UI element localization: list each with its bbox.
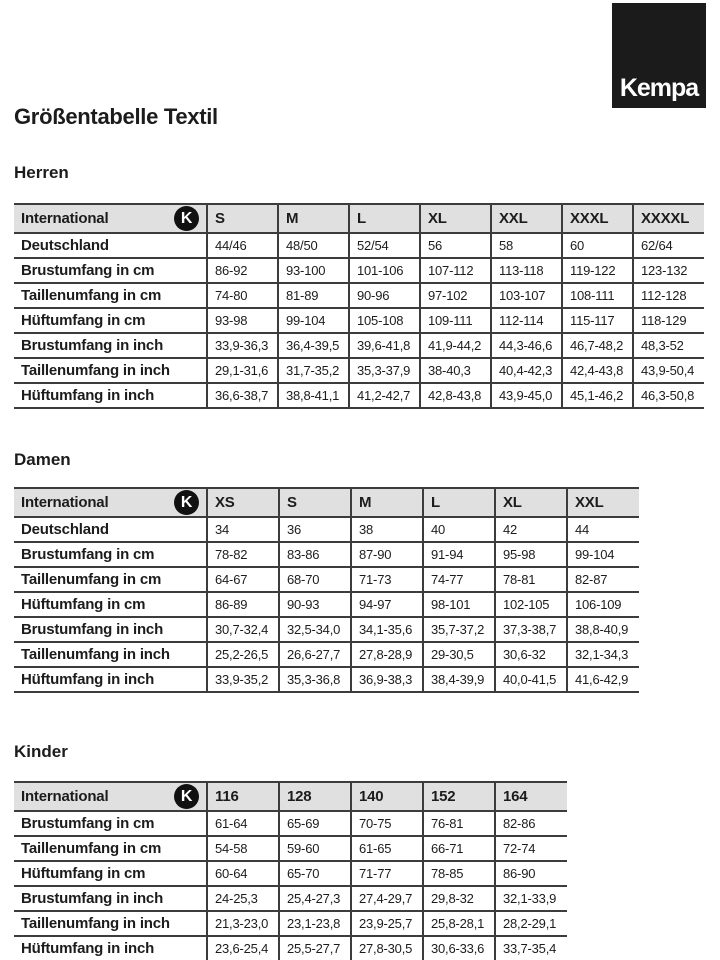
size-value: 59-60 xyxy=(279,836,351,861)
table-row xyxy=(14,517,639,542)
size-value: 90-96 xyxy=(349,283,420,308)
size-value: 23,9-25,7 xyxy=(351,911,423,936)
table-row xyxy=(14,667,639,692)
table-header-row xyxy=(14,204,704,233)
size-value: 119-122 xyxy=(562,258,633,283)
table-row xyxy=(14,642,639,667)
size-value: 60 xyxy=(562,233,633,258)
size-value: 29,1-31,6 xyxy=(207,358,278,383)
size-value: 64-67 xyxy=(207,567,279,592)
size-value: 44,3-46,6 xyxy=(491,333,562,358)
table-row xyxy=(14,233,704,258)
row-label: Hüftumfang in inch xyxy=(21,671,155,688)
size-value: 99-104 xyxy=(278,308,349,333)
size-column-header: 152 xyxy=(423,782,495,811)
size-value: 118-129 xyxy=(633,308,704,333)
table-row xyxy=(14,811,567,836)
size-value: 109-111 xyxy=(420,308,491,333)
row-label: Hüftumfang in cm xyxy=(21,312,146,329)
size-value: 36,6-38,7 xyxy=(207,383,278,408)
damen-size-table xyxy=(14,487,639,693)
size-value: 86-92 xyxy=(207,258,278,283)
section-title-herren: Herren xyxy=(14,163,69,182)
size-value: 65-70 xyxy=(279,861,351,886)
size-value: 23,6-25,4 xyxy=(207,936,279,960)
size-value: 42 xyxy=(495,517,567,542)
size-value: 25,5-27,7 xyxy=(279,936,351,960)
size-value: 71-77 xyxy=(351,861,423,886)
size-value: 113-118 xyxy=(491,258,562,283)
size-column-header: XL xyxy=(420,204,491,233)
size-value: 97-102 xyxy=(420,283,491,308)
size-value: 54-58 xyxy=(207,836,279,861)
size-value: 32,1-34,3 xyxy=(567,642,639,667)
row-label: Brustumfang in cm xyxy=(21,262,155,279)
size-value: 41,2-42,7 xyxy=(349,383,420,408)
size-value: 32,5-34,0 xyxy=(279,617,351,642)
size-value: 38 xyxy=(351,517,423,542)
kempa-logo-text: Kempa xyxy=(619,74,699,102)
table-row xyxy=(14,911,567,936)
size-value: 78-85 xyxy=(423,861,495,886)
row-label: Brustumfang in inch xyxy=(21,621,164,638)
section-title-damen: Damen xyxy=(14,450,71,469)
size-value: 61-65 xyxy=(351,836,423,861)
size-value: 39,6-41,8 xyxy=(349,333,420,358)
size-column-header: 116 xyxy=(207,782,279,811)
kinder-size-table xyxy=(14,781,567,960)
header-label-cell xyxy=(14,204,207,233)
size-value: 38,8-41,1 xyxy=(278,383,349,408)
size-value: 40 xyxy=(423,517,495,542)
size-value: 32,1-33,9 xyxy=(495,886,567,911)
table-row xyxy=(14,542,639,567)
size-value: 74-77 xyxy=(423,567,495,592)
header-label-wrap xyxy=(21,490,204,515)
size-value: 65-69 xyxy=(279,811,351,836)
row-label: Hüftumfang in cm xyxy=(21,596,146,613)
size-column-header: XXL xyxy=(491,204,562,233)
kempa-logo xyxy=(612,3,706,108)
size-column-header: S xyxy=(279,488,351,517)
size-value: 27,8-28,9 xyxy=(351,642,423,667)
size-column-header: XXL xyxy=(567,488,639,517)
header-label-cell xyxy=(14,782,207,811)
size-value: 107-112 xyxy=(420,258,491,283)
herren-size-table xyxy=(14,203,704,409)
row-label: Brustumfang in cm xyxy=(21,815,155,832)
size-value: 98-101 xyxy=(423,592,495,617)
size-value: 27,8-30,5 xyxy=(351,936,423,960)
size-value: 86-90 xyxy=(495,861,567,886)
size-column-header: XS xyxy=(207,488,279,517)
row-label: Deutschland xyxy=(21,237,109,254)
size-value: 108-111 xyxy=(562,283,633,308)
size-value: 38,8-40,9 xyxy=(567,617,639,642)
size-value: 58 xyxy=(491,233,562,258)
kempa-k-icon: K xyxy=(174,490,199,515)
size-value: 106-109 xyxy=(567,592,639,617)
size-value: 44 xyxy=(567,517,639,542)
kempa-k-icon: K xyxy=(174,784,199,809)
section-herren xyxy=(14,163,706,409)
size-value: 68-70 xyxy=(279,567,351,592)
size-value: 91-94 xyxy=(423,542,495,567)
size-value: 101-106 xyxy=(349,258,420,283)
table-row xyxy=(14,258,704,283)
table-row xyxy=(14,283,704,308)
size-value: 105-108 xyxy=(349,308,420,333)
size-value: 82-87 xyxy=(567,567,639,592)
table-row xyxy=(14,861,567,886)
size-value: 83-86 xyxy=(279,542,351,567)
size-value: 78-82 xyxy=(207,542,279,567)
size-value: 36,4-39,5 xyxy=(278,333,349,358)
table-row xyxy=(14,383,704,408)
size-value: 93-98 xyxy=(207,308,278,333)
row-label: Taillenumfang in inch xyxy=(21,646,170,663)
size-value: 23,1-23,8 xyxy=(279,911,351,936)
size-value: 33,9-35,2 xyxy=(207,667,279,692)
size-value: 72-74 xyxy=(495,836,567,861)
size-value: 81-89 xyxy=(278,283,349,308)
size-value: 60-64 xyxy=(207,861,279,886)
size-value: 33,9-36,3 xyxy=(207,333,278,358)
size-value: 30,6-33,6 xyxy=(423,936,495,960)
row-label: Taillenumfang in cm xyxy=(21,840,162,857)
row-label: Taillenumfang in cm xyxy=(21,571,162,588)
table-row xyxy=(14,592,639,617)
size-value: 43,9-45,0 xyxy=(491,383,562,408)
size-value: 46,3-50,8 xyxy=(633,383,704,408)
size-value: 34,1-35,6 xyxy=(351,617,423,642)
size-value: 52/54 xyxy=(349,233,420,258)
row-label: Taillenumfang in inch xyxy=(21,362,170,379)
size-value: 24-25,3 xyxy=(207,886,279,911)
table-row xyxy=(14,936,567,960)
size-value: 38,4-39,9 xyxy=(423,667,495,692)
size-value: 70-75 xyxy=(351,811,423,836)
international-label: International xyxy=(21,494,109,511)
table-header-row xyxy=(14,782,567,811)
table-row xyxy=(14,358,704,383)
size-column-header: S xyxy=(207,204,278,233)
size-value: 112-114 xyxy=(491,308,562,333)
size-value: 123-132 xyxy=(633,258,704,283)
row-label: Brustumfang in inch xyxy=(21,337,164,354)
international-label: International xyxy=(21,210,109,227)
table-row xyxy=(14,886,567,911)
size-value: 30,6-32 xyxy=(495,642,567,667)
size-value: 112-128 xyxy=(633,283,704,308)
size-value: 27,4-29,7 xyxy=(351,886,423,911)
size-value: 93-100 xyxy=(278,258,349,283)
size-value: 94-97 xyxy=(351,592,423,617)
size-value: 41,6-42,9 xyxy=(567,667,639,692)
size-value: 56 xyxy=(420,233,491,258)
size-value: 40,0-41,5 xyxy=(495,667,567,692)
size-column-header: L xyxy=(423,488,495,517)
row-label: Brustumfang in cm xyxy=(21,546,155,563)
size-value: 61-64 xyxy=(207,811,279,836)
size-value: 35,3-36,8 xyxy=(279,667,351,692)
size-value: 25,4-27,3 xyxy=(279,886,351,911)
size-value: 25,8-28,1 xyxy=(423,911,495,936)
row-label: Deutschland xyxy=(21,521,109,538)
size-value: 115-117 xyxy=(562,308,633,333)
section-title-kinder: Kinder xyxy=(14,742,68,761)
size-value: 103-107 xyxy=(491,283,562,308)
size-value: 21,3-23,0 xyxy=(207,911,279,936)
international-label: International xyxy=(21,788,109,805)
size-column-header: M xyxy=(278,204,349,233)
row-label: Hüftumfang in inch xyxy=(21,387,155,404)
size-value: 42,8-43,8 xyxy=(420,383,491,408)
kempa-k-icon: K xyxy=(174,206,199,231)
section-damen xyxy=(14,450,706,693)
table-header-row xyxy=(14,488,639,517)
header-label-wrap xyxy=(21,206,204,231)
row-label: Hüftumfang in cm xyxy=(21,865,146,882)
table-row xyxy=(14,836,567,861)
size-column-header: M xyxy=(351,488,423,517)
size-column-header: XL xyxy=(495,488,567,517)
row-label: Brustumfang in inch xyxy=(21,890,164,907)
size-value: 48,3-52 xyxy=(633,333,704,358)
row-label: Taillenumfang in inch xyxy=(21,915,170,932)
size-column-header: 140 xyxy=(351,782,423,811)
size-value: 102-105 xyxy=(495,592,567,617)
size-value: 25,2-26,5 xyxy=(207,642,279,667)
size-value: 30,7-32,4 xyxy=(207,617,279,642)
size-column-header: L xyxy=(349,204,420,233)
size-value: 36 xyxy=(279,517,351,542)
size-value: 29,8-32 xyxy=(423,886,495,911)
size-value: 28,2-29,1 xyxy=(495,911,567,936)
size-value: 31,7-35,2 xyxy=(278,358,349,383)
table-row xyxy=(14,567,639,592)
header-label-wrap xyxy=(21,784,204,809)
size-value: 29-30,5 xyxy=(423,642,495,667)
size-value: 40,4-42,3 xyxy=(491,358,562,383)
size-column-header: 128 xyxy=(279,782,351,811)
row-label: Taillenumfang in cm xyxy=(21,287,162,304)
size-value: 78-81 xyxy=(495,567,567,592)
size-value: 42,4-43,8 xyxy=(562,358,633,383)
size-value: 45,1-46,2 xyxy=(562,383,633,408)
size-value: 35,3-37,9 xyxy=(349,358,420,383)
size-value: 34 xyxy=(207,517,279,542)
size-value: 38-40,3 xyxy=(420,358,491,383)
size-value: 82-86 xyxy=(495,811,567,836)
size-value: 90-93 xyxy=(279,592,351,617)
page-title: Größentabelle Textil xyxy=(14,104,218,129)
size-value: 71-73 xyxy=(351,567,423,592)
size-value: 41,9-44,2 xyxy=(420,333,491,358)
row-label: Hüftumfang in inch xyxy=(21,940,155,957)
table-row xyxy=(14,308,704,333)
size-value: 35,7-37,2 xyxy=(423,617,495,642)
size-value: 76-81 xyxy=(423,811,495,836)
size-value: 87-90 xyxy=(351,542,423,567)
size-value: 44/46 xyxy=(207,233,278,258)
section-kinder xyxy=(14,742,706,960)
size-value: 74-80 xyxy=(207,283,278,308)
size-value: 95-98 xyxy=(495,542,567,567)
size-value: 48/50 xyxy=(278,233,349,258)
size-column-header: XXXL xyxy=(562,204,633,233)
size-value: 37,3-38,7 xyxy=(495,617,567,642)
size-column-header: XXXXL xyxy=(633,204,704,233)
size-value: 66-71 xyxy=(423,836,495,861)
size-value: 62/64 xyxy=(633,233,704,258)
size-value: 43,9-50,4 xyxy=(633,358,704,383)
table-row xyxy=(14,617,639,642)
size-value: 36,9-38,3 xyxy=(351,667,423,692)
table-row xyxy=(14,333,704,358)
size-value: 99-104 xyxy=(567,542,639,567)
size-value: 46,7-48,2 xyxy=(562,333,633,358)
size-value: 26,6-27,7 xyxy=(279,642,351,667)
size-value: 86-89 xyxy=(207,592,279,617)
size-column-header: 164 xyxy=(495,782,567,811)
header-label-cell xyxy=(14,488,207,517)
size-value: 33,7-35,4 xyxy=(495,936,567,960)
